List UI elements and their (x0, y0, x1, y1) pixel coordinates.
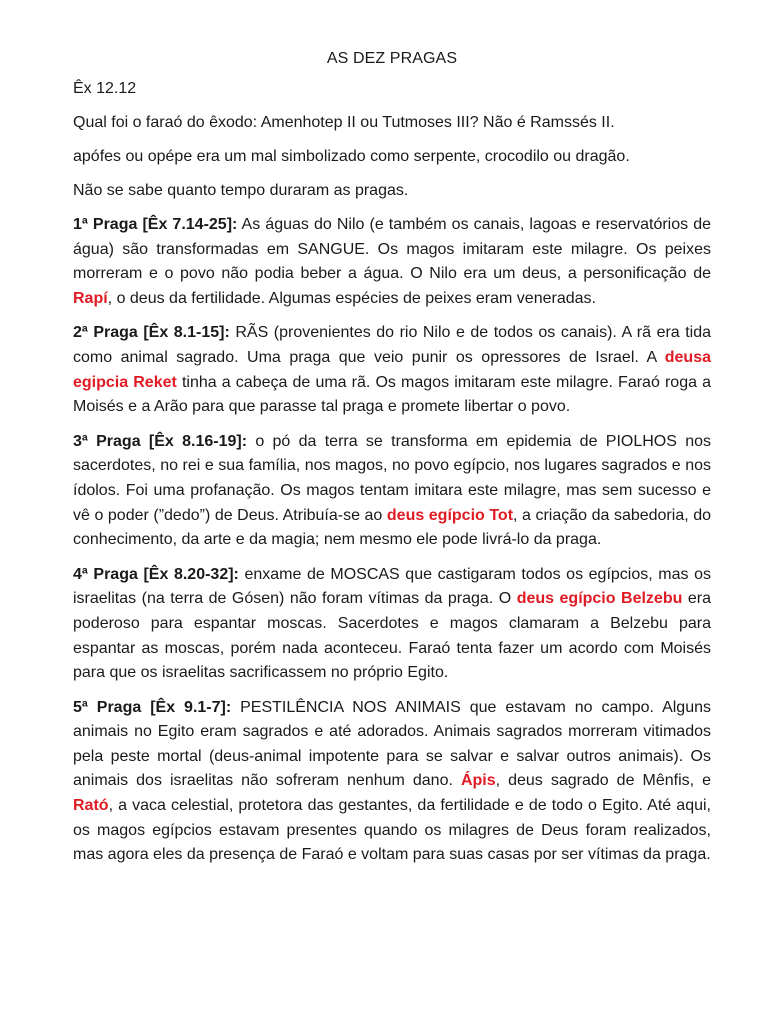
pharaoh-question: Qual foi o faraó do êxodo: Amenhotep II ou Tutmoses III? Não é Ramssés II. (73, 114, 615, 131)
plague-5-god-rato: Rató (73, 797, 109, 815)
plague-5-paragraph (73, 696, 711, 868)
plague-3-heading: 3ª Praga [Êx 8.16-19]: (73, 432, 248, 450)
plague-5-text-mid: , deus sagrado de Mênfis, e (495, 772, 712, 790)
plague-1-paragraph (73, 213, 711, 311)
plague-2-text-end: tinha a cabeça de uma rã. Os magos imitaram este milagre. Faraó roga a Moisés e a Arão para que parasse tal praga e promete libertar o povo. (73, 373, 712, 416)
plague-2-text: RÃS (provenientes do rio Nilo e de todos os canais). A rã era tida como animal sagrado. Uma praga que veio punir os opressores de Israel. A (73, 324, 712, 366)
plague-3-god: deus egípcio Tot (386, 506, 514, 524)
plague-1-heading: 1ª Praga [Êx 7.14-25]: (73, 216, 238, 233)
apofes-note: apófes ou opépe era um mal simbolizado como serpente, crocodilo ou dragão. (73, 148, 630, 165)
plague-4-text-end: era poderoso para espantar moscas. Sacerdotes e magos clamaram a Belzebu para espantar as moscas, porém nada aconteceu. Faraó tenta fazer um acordo com Moisés para que os israelitas sacrificassem no próprio Egito. (73, 590, 711, 682)
plague-4-paragraph (73, 563, 711, 686)
plague-4-heading: 4ª Praga [Êx 8.20-32]: (73, 565, 239, 583)
page-title: AS DEZ PRAGAS (326, 50, 458, 67)
plague-2-paragraph (73, 321, 711, 419)
plague-1-god: Rapí (73, 289, 108, 307)
plague-2-god: deusa egipcia Reket (73, 348, 711, 391)
plague-4-god: deus egípcio Belzebu (516, 590, 683, 608)
plague-2-heading: 2ª Praga [Êx 8.1-15]: (73, 324, 230, 342)
plague-1-text: As águas do Nilo (e também os canais, lagoas e reservatórios de água) são transformadas em SANGUE. Os magos imitaram este milagre. Os peixes morreram e o povo não podia beber a água. O Nilo era um deus, a personificação de (73, 216, 711, 283)
bible-reference: Êx 12.12 (73, 80, 137, 97)
plague-1-text-end: , o deus da fertilidade. Algumas espécies de peixes eram veneradas. (107, 289, 596, 307)
plague-4-text: enxame de MOSCAS que castigaram todos os egípcios, mas os israelitas (na terra de Gósen) não foram vítimas da praga. O (73, 565, 711, 608)
plague-5-god-apis: Ápis (460, 772, 496, 790)
duration-note: Não se sabe quanto tempo duraram as pragas. (73, 182, 409, 199)
plague-5-heading: 5ª Praga [Êx 9.1-7]: (73, 698, 232, 716)
plague-5-text: PESTILÊNCIA NOS ANIMAIS que estavam no campo. Alguns animais no Egito eram sagrados e até adorados. Animais sagrados morreram vitimados pela peste mortal (deus-animal impotente para se salvar e salvar outros animais). Os animais dos israelitas não sofreram nenhum dano. (73, 698, 711, 790)
plague-3-text-end: , a criação da sabedoria, do conhecimento, da arte e da magia; nem mesmo ele pode livrá-lo da praga. (73, 506, 712, 549)
plague-3-paragraph (73, 430, 711, 553)
plague-5-text-end: , a vaca celestial, protetora das gestantes, da fertilidade e de todo o Egito. Até aqui, os magos egípcios estavam presentes quando os milagres de Deus foram realizados, mas agora eles da presença de Faraó e voltam para suas casas por ser vítimas da praga. (73, 797, 711, 864)
plague-3-text: o pó da terra se transforma em epidemia de PIOLHOS nos sacerdotes, no rei e sua família, nos magos, no povo egípcio, nos lugares sagrados e nos ídolos. Foi uma profanação. Os magos tentam imitara este milagre, mas sem sucesso e vê o poder (”dedo”) de Deus. Atribuía-se ao (73, 432, 711, 524)
